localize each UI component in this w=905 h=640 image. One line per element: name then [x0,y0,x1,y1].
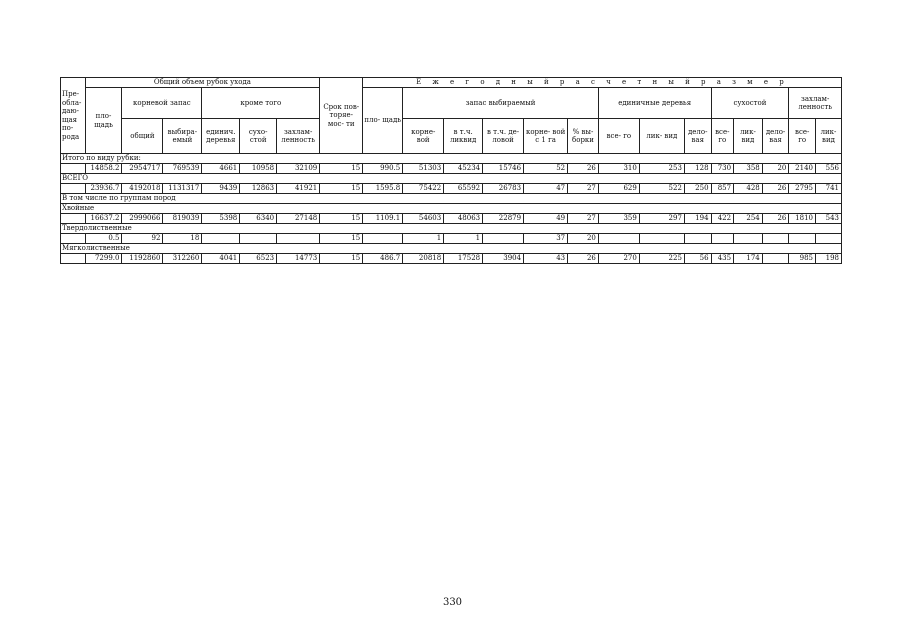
sg-total-header: все- го [598,119,639,154]
table-cell [240,234,277,244]
table-cell: 15 [320,234,363,244]
table-cell: 819039 [163,214,202,224]
table-cell [711,234,734,244]
table-cell [363,234,403,244]
total-volume-header: Общий объем рубок ухода [85,78,320,88]
section-row [61,174,842,184]
table-cell: 225 [639,254,684,264]
table-cell: 486.7 [363,254,403,264]
table-cell: 26 [762,184,789,194]
table-cell: 254 [734,214,763,224]
row-spacer-cell [61,164,86,174]
table-cell: 198 [816,254,842,264]
table-cell: 174 [734,254,763,264]
table-row [61,254,842,264]
table-cell: 422 [711,214,734,224]
table-cell: 253 [639,164,684,174]
table-cell [762,234,789,244]
section-row [61,194,842,204]
table-cell [734,234,763,244]
table-cell: 17528 [444,254,483,264]
cl-total-header: все- го [789,119,816,154]
section-label: В том числе по группам пород [61,194,842,204]
table-cell [762,254,789,264]
table-cell: 15746 [483,164,524,174]
table-cell: 730 [711,164,734,174]
table-cell: 15 [320,254,363,264]
table-cell: 2999066 [122,214,163,224]
table-cell: 1192860 [122,254,163,264]
table-cell: 250 [684,184,711,194]
table-cell [202,234,240,244]
table-cell [483,234,524,244]
table-cell: 543 [816,214,842,224]
table-cell: 556 [816,164,842,174]
table-cell: 26 [762,214,789,224]
table-cell: 5398 [202,214,240,224]
table-cell: 51303 [403,164,444,174]
table-cell: 20 [762,164,789,174]
sg-liquid-header: лик- вид [639,119,684,154]
dry-liquid-header: лик- вид [734,119,763,154]
table-cell: 15 [320,184,363,194]
species-header: Пре- обла- даю- щая по- рода [61,78,86,154]
forestry-table-sheet [60,77,842,264]
table-cell: 26 [568,164,599,174]
table-cell [789,234,816,244]
table-cell: 15 [320,214,363,224]
table-cell: 26 [568,254,599,264]
table-cell: 49 [524,214,568,224]
total-header: общий [122,119,163,154]
table-cell: 10958 [240,164,277,174]
section-label: Итого по виду рубки: [61,154,842,164]
single-trees2-header: единичные деревья [598,88,711,119]
table-cell: 18 [163,234,202,244]
table-cell: 22879 [483,214,524,224]
root-per-ha-header: корне- вой с 1 га [524,119,568,154]
section-row [61,154,842,164]
annual-cutting-table [60,77,842,264]
table-cell: 857 [711,184,734,194]
table-cell: 16637.2 [85,214,122,224]
table-cell: 359 [598,214,639,224]
sg-business-header: дело- вая [684,119,711,154]
dry-header: сухо- стой [240,119,277,154]
table-cell: 32109 [277,164,320,174]
table-cell [816,234,842,244]
table-cell [277,234,320,244]
table-cell [639,234,684,244]
table-cell: 15 [320,164,363,174]
table-cell: 4041 [202,254,240,264]
table-cell: 7299.0 [85,254,122,264]
table-cell: 4661 [202,164,240,174]
table-row [61,184,842,194]
table-cell: 48063 [444,214,483,224]
section-label: Твердолиственные [61,224,842,234]
single-trees-header: единич. деревья [202,119,240,154]
table-cell: 14773 [277,254,320,264]
root-header: корне- вой [403,119,444,154]
table-cell: 45234 [444,164,483,174]
table-cell: 27 [568,184,599,194]
table-cell: 75422 [403,184,444,194]
table-cell: 20 [568,234,599,244]
table-cell: 1109.1 [363,214,403,224]
table-cell: 769539 [163,164,202,174]
table-cell: 990.5 [363,164,403,174]
table-cell: 435 [711,254,734,264]
table-cell: 1 [403,234,444,244]
selected-header: выбира- емый [163,119,202,154]
table-cell: 522 [639,184,684,194]
dry2-header: сухостой [711,88,789,119]
table-cell: 2954717 [122,164,163,174]
row-spacer-cell [61,184,86,194]
table-cell: 985 [789,254,816,264]
cluttered-header: захлам- ленность [277,119,320,154]
table-cell: 0.5 [85,234,122,244]
table-cell: 1595.8 [363,184,403,194]
table-cell: 14858.2 [85,164,122,174]
section-label: ВСЕГО [61,174,842,184]
recurrence-header: Срок пов- торяе- мос- ти [320,78,363,154]
cl-liquid-header: лик- вид [816,119,842,154]
table-cell: 41921 [277,184,320,194]
page-number: 330 [442,597,463,608]
table-cell: 629 [598,184,639,194]
root-stock-header: корневой запас [122,88,202,119]
table-cell: 2795 [789,184,816,194]
table-cell: 297 [639,214,684,224]
table-cell: 92 [122,234,163,244]
table-cell: 741 [816,184,842,194]
table-cell: 4192018 [122,184,163,194]
area2-header: пло- щадь [363,88,403,154]
table-cell: 65592 [444,184,483,194]
annual-size-header: Е ж е г о д н ы й р а с ч е т н ы й р а з м е р [363,78,842,88]
table-cell: 27 [568,214,599,224]
area-header: пло- щадь [85,88,122,154]
table-row [61,164,842,174]
table-cell: 47 [524,184,568,194]
table-cell: 56 [684,254,711,264]
table-cell: 54603 [403,214,444,224]
table-cell: 20818 [403,254,444,264]
table-cell: 128 [684,164,711,174]
table-row [61,214,842,224]
table-cell: 270 [598,254,639,264]
table-cell: 9439 [202,184,240,194]
table-cell: 6523 [240,254,277,264]
table-cell: 1 [444,234,483,244]
section-row [61,204,842,214]
table-cell: 358 [734,164,763,174]
table-cell [684,234,711,244]
table-cell: 194 [684,214,711,224]
cluttered2-header: захлам- ленность [789,88,842,119]
table-cell: 312260 [163,254,202,264]
table-cell: 3904 [483,254,524,264]
table-cell: 6340 [240,214,277,224]
pct-selection-header: % вы- борки [568,119,599,154]
section-label: Мягколиственные [61,244,842,254]
table-cell [598,234,639,244]
table-cell: 310 [598,164,639,174]
dry-total-header: все- го [711,119,734,154]
section-label: Хвойные [61,204,842,214]
table-cell: 2140 [789,164,816,174]
table-cell: 37 [524,234,568,244]
dry-business-header: дело- вая [762,119,789,154]
table-cell: 26783 [483,184,524,194]
incl-business-header: в т.ч. де- ловой [483,119,524,154]
table-row [61,234,842,244]
table-cell: 23936.7 [85,184,122,194]
row-spacer-cell [61,214,86,224]
table-cell: 27148 [277,214,320,224]
row-spacer-cell [61,234,86,244]
section-row [61,224,842,234]
incl-liquid-header: в т.ч. ликвид [444,119,483,154]
table-cell: 43 [524,254,568,264]
row-spacer-cell [61,254,86,264]
stock-selected-header: запас выбираемый [403,88,599,119]
section-row [61,244,842,254]
table-cell: 52 [524,164,568,174]
table-cell: 1131317 [163,184,202,194]
table-cell: 12863 [240,184,277,194]
table-cell: 1810 [789,214,816,224]
table-cell: 428 [734,184,763,194]
besides-header: кроме того [202,88,320,119]
